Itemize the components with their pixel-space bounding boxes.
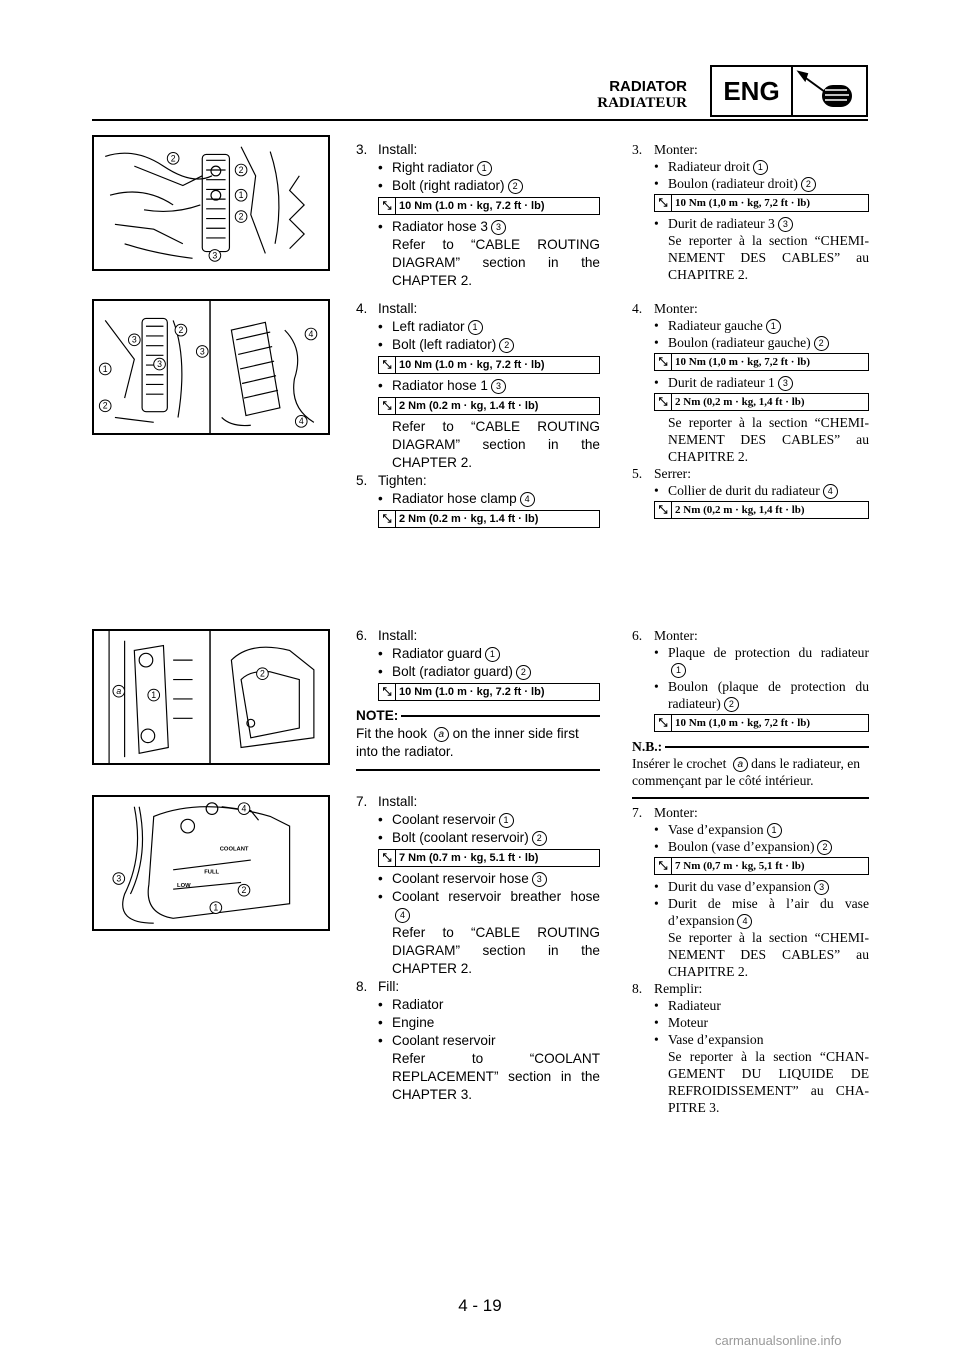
- fig2-callout: 3: [131, 334, 137, 345]
- callout-circle: 3: [491, 379, 506, 394]
- torque-spec: ⤡ 10 Nm (1.0 m · kg, 7.2 ft · lb): [378, 197, 600, 215]
- torque-spec: ⤡ 10 Nm (1,0 m · kg, 7,2 ft · lb): [654, 194, 869, 212]
- fig1-callout: 2: [238, 164, 244, 175]
- figure-right-radiator: [92, 135, 330, 271]
- torque-wrench-icon: ⤡: [655, 354, 672, 370]
- fig4-label-full: FULL: [204, 869, 220, 876]
- fig2-callout: 3: [157, 359, 162, 369]
- callout-circle: 1: [767, 823, 782, 838]
- note-heading: NOTE:: [356, 707, 600, 725]
- callout-circle: 3: [778, 217, 793, 232]
- torque-wrench-icon: ⤡: [379, 511, 396, 527]
- fig3-callout: 2: [260, 668, 265, 679]
- callout-circle: 2: [724, 697, 739, 712]
- fig2-callout: 1: [102, 363, 108, 374]
- torque-wrench-icon: ⤡: [379, 398, 396, 414]
- torque-wrench-icon: ⤡: [655, 195, 672, 211]
- callout-circle: 2: [516, 665, 531, 680]
- callout-circle: 3: [491, 220, 506, 235]
- fig2-callout: 2: [178, 325, 184, 336]
- section-label: ENG: [712, 67, 793, 115]
- fig3-callout: a: [116, 686, 122, 697]
- callout-circle: 4: [395, 908, 410, 923]
- callout-circle: 2: [801, 177, 816, 192]
- fig2-callout: 4: [298, 416, 304, 427]
- fig4-callout: 1: [213, 902, 219, 913]
- fig1-callout: 1: [238, 190, 244, 201]
- callout-circle: a: [733, 757, 748, 772]
- torque-spec: ⤡ 7 Nm (0,7 m · kg, 5,1 ft · lb): [654, 857, 869, 875]
- watermark: carmanualsonline.info: [715, 1333, 842, 1348]
- callout-circle: 2: [508, 179, 523, 194]
- fig2-callout: 4: [308, 328, 314, 339]
- torque-spec: ⤡ 2 Nm (0.2 m · kg, 1.4 ft · lb): [378, 397, 600, 415]
- torque-wrench-icon: ⤡: [379, 850, 396, 866]
- torque-spec: ⤡ 7 Nm (0.7 m · kg, 5.1 ft · lb): [378, 849, 600, 867]
- callout-circle: 4: [737, 914, 752, 929]
- etape-3: 3. Monter: • Radiateur droit 1 • Boulon (radiateur droit) 2 ⤡ 10 Nm (1,0 m · kg, 7,2 ft · lb) • Durit de radiateur 3 3 Se reporter à la section “CHEMI-NEMENT DES CABLES” au CHAPITRE 2.: [632, 142, 869, 282]
- figure-radiator-guard: [92, 629, 330, 765]
- torque-spec: ⤡ 10 Nm (1,0 m · kg, 7,2 ft · lb): [654, 714, 869, 732]
- section-title-fr: RADIATEUR: [597, 95, 687, 111]
- etape-6: 6. Monter: • Plaque de protection du radiateur 1 • Boulon (plaque de protection du radiateur) 2 ⤡ 10 Nm (1,0 m · kg, 7,2 ft · lb) N.B.: Insérer le crochet a dans le radiateur, en commençant par le côté intérieur.: [632, 627, 869, 799]
- callout-circle: 1: [766, 319, 781, 334]
- torque-spec: ⤡ 10 Nm (1,0 m · kg, 7,2 ft · lb): [654, 353, 869, 371]
- fig3-callout: 1: [151, 689, 157, 700]
- callout-circle: a: [434, 727, 449, 742]
- figure-coolant-reservoir: [92, 795, 330, 931]
- callout-circle: 2: [532, 831, 547, 846]
- section-tab: [710, 65, 868, 117]
- callout-circle: 2: [814, 336, 829, 351]
- torque-wrench-icon: ⤡: [655, 858, 672, 874]
- callout-circle: 4: [520, 492, 535, 507]
- callout-circle: 1: [499, 813, 514, 828]
- fig4-label-coolant: COOLANT: [219, 846, 249, 853]
- note-body: Fit the hook a on the inner side first into the radiator.: [356, 725, 600, 771]
- fig4-label-low: LOW: [177, 883, 191, 890]
- torque-spec: ⤡ 10 Nm (1.0 m · kg, 7.2 ft · lb): [378, 683, 600, 701]
- callout-circle: 1: [671, 663, 686, 678]
- torque-wrench-icon: ⤡: [655, 715, 672, 731]
- page-number: 4 - 19: [458, 1296, 502, 1315]
- step-6: 6. Install: • Radiator guard 1 • Bolt (radiator guard) 2 ⤡ 10 Nm (1.0 m · kg, 7.2 ft · lb) NOTE: Fit the hook a on the inner side first into the radiator.: [356, 627, 600, 771]
- figure-left-radiator: [92, 299, 330, 435]
- step-7: 7. Install: • Coolant reservoir 1 • Bolt (coolant reservoir) 2 ⤡ 7 Nm (0.7 m · kg, 5.1 ft · lb) • Coolant reservoir hose 3 • Coolant reservoir breather hose4 Refer to “CABLE ROUTING DIAGRAM” section in the CHAPTER 2. 8. Fill: • Radiator • Engine • Coolant reservoir Refer to “COOLANT REPLACEMENT” section in the CHAPTER 3.: [356, 794, 600, 1102]
- callout-circle: 3: [814, 880, 829, 895]
- fig1-callout: 2: [238, 211, 244, 222]
- callout-circle: 1: [477, 161, 492, 176]
- torque-spec: ⤡ 2 Nm (0,2 m · kg, 1,4 ft · lb): [654, 501, 869, 519]
- callout-circle: 3: [778, 376, 793, 391]
- callout-circle: 1: [753, 160, 768, 175]
- callout-circle: 4: [823, 484, 838, 499]
- note-heading: N.B.:: [632, 738, 869, 755]
- etape-7: 7. Monter: • Vase d’expansion 1 • Boulon (vase d’expansion) 2 ⤡ 7 Nm (0,7 m · kg, 5,1 ft · lb) • Durit du vase d’expansion 3 • Durit de mise à l’air du vase d’expansion 4 Se reporter à la section “CHEMI-NEMENT DES CABLES” au CHAPITRE 2. 8. Remplir: • Radiateur • Moteur • Vase d’expansion Se reporter à la section “CHAN-GEMENT DU LIQUIDE DE REFROIDISSEMENT” au CHA-PITRE 3.: [632, 805, 869, 1115]
- torque-spec: ⤡ 2 Nm (0,2 m · kg, 1,4 ft · lb): [654, 393, 869, 411]
- fig1-callout: 2: [170, 153, 176, 164]
- callout-circle: 2: [817, 840, 832, 855]
- callout-circle: 3: [532, 872, 547, 887]
- etape-4: 4. Monter: • Radiateur gauche 1 • Boulon (radiateur gauche) 2 ⤡ 10 Nm (1,0 m · kg, 7,2 ft · lb) • Durit de radiateur 1 3 ⤡ 2 Nm (0,2 m · kg, 1,4 ft · lb) Se reporter à la section “CHEMI-NEMENT DES CABLES” au CHAPITRE 2. 5. Serrer: • Collier de durit du radiateur 4 ⤡ 2 Nm (0,2 m · kg, 1,4 ft · lb): [632, 300, 869, 522]
- fig2-callout: 2: [102, 400, 108, 411]
- note-body: Insérer le crochet a dans le radiateur, en commençant par le côté intérieur.: [632, 755, 869, 799]
- callout-circle: 1: [485, 647, 500, 662]
- torque-spec: ⤡ 10 Nm (1.0 m · kg, 7.2 ft · lb): [378, 356, 600, 374]
- torque-wrench-icon: ⤡: [655, 394, 672, 410]
- fig4-callout: 4: [241, 803, 247, 814]
- section-title-en: RADIATOR: [609, 78, 687, 95]
- torque-wrench-icon: ⤡: [379, 198, 396, 214]
- torque-spec: ⤡ 2 Nm (0.2 m · kg, 1.4 ft · lb): [378, 510, 600, 528]
- torque-wrench-icon: ⤡: [379, 357, 396, 373]
- callout-circle: 1: [468, 320, 483, 335]
- torque-wrench-icon: ⤡: [655, 502, 672, 518]
- torque-wrench-icon: ⤡: [379, 684, 396, 700]
- step-4: 4. Install: • Left radiator 1 • Bolt (left radiator) 2 ⤡ 10 Nm (1.0 m · kg, 7.2 ft · lb) • Radiator hose 1 3 ⤡ 2 Nm (0.2 m · kg, 1.4 ft · lb) Refer to “CABLE ROUTING DIAGRAM” section in the CHAPTER 2. 5. Tighten: • Radiator hose clamp 4 ⤡ 2 Nm (0.2 m · kg, 1.4 ft · lb): [356, 300, 600, 531]
- callout-circle: 2: [499, 338, 514, 353]
- fig1-callout: 3: [212, 250, 218, 261]
- fig4-callout: 2: [241, 885, 247, 896]
- fig4-callout: 3: [116, 873, 122, 884]
- header-rule: [92, 119, 868, 121]
- fig2-callout: 3: [199, 346, 205, 357]
- step-3: 3. Install: • Right radiator 1 • Bolt (right radiator) 2 ⤡ 10 Nm (1.0 m · kg, 7.2 ft · lb) • Radiator hose 3 3 Refer to “CABLE ROUTING DIAGRAM” section in the CHAPTER 2.: [356, 142, 600, 288]
- wrench-icon: [793, 67, 866, 115]
